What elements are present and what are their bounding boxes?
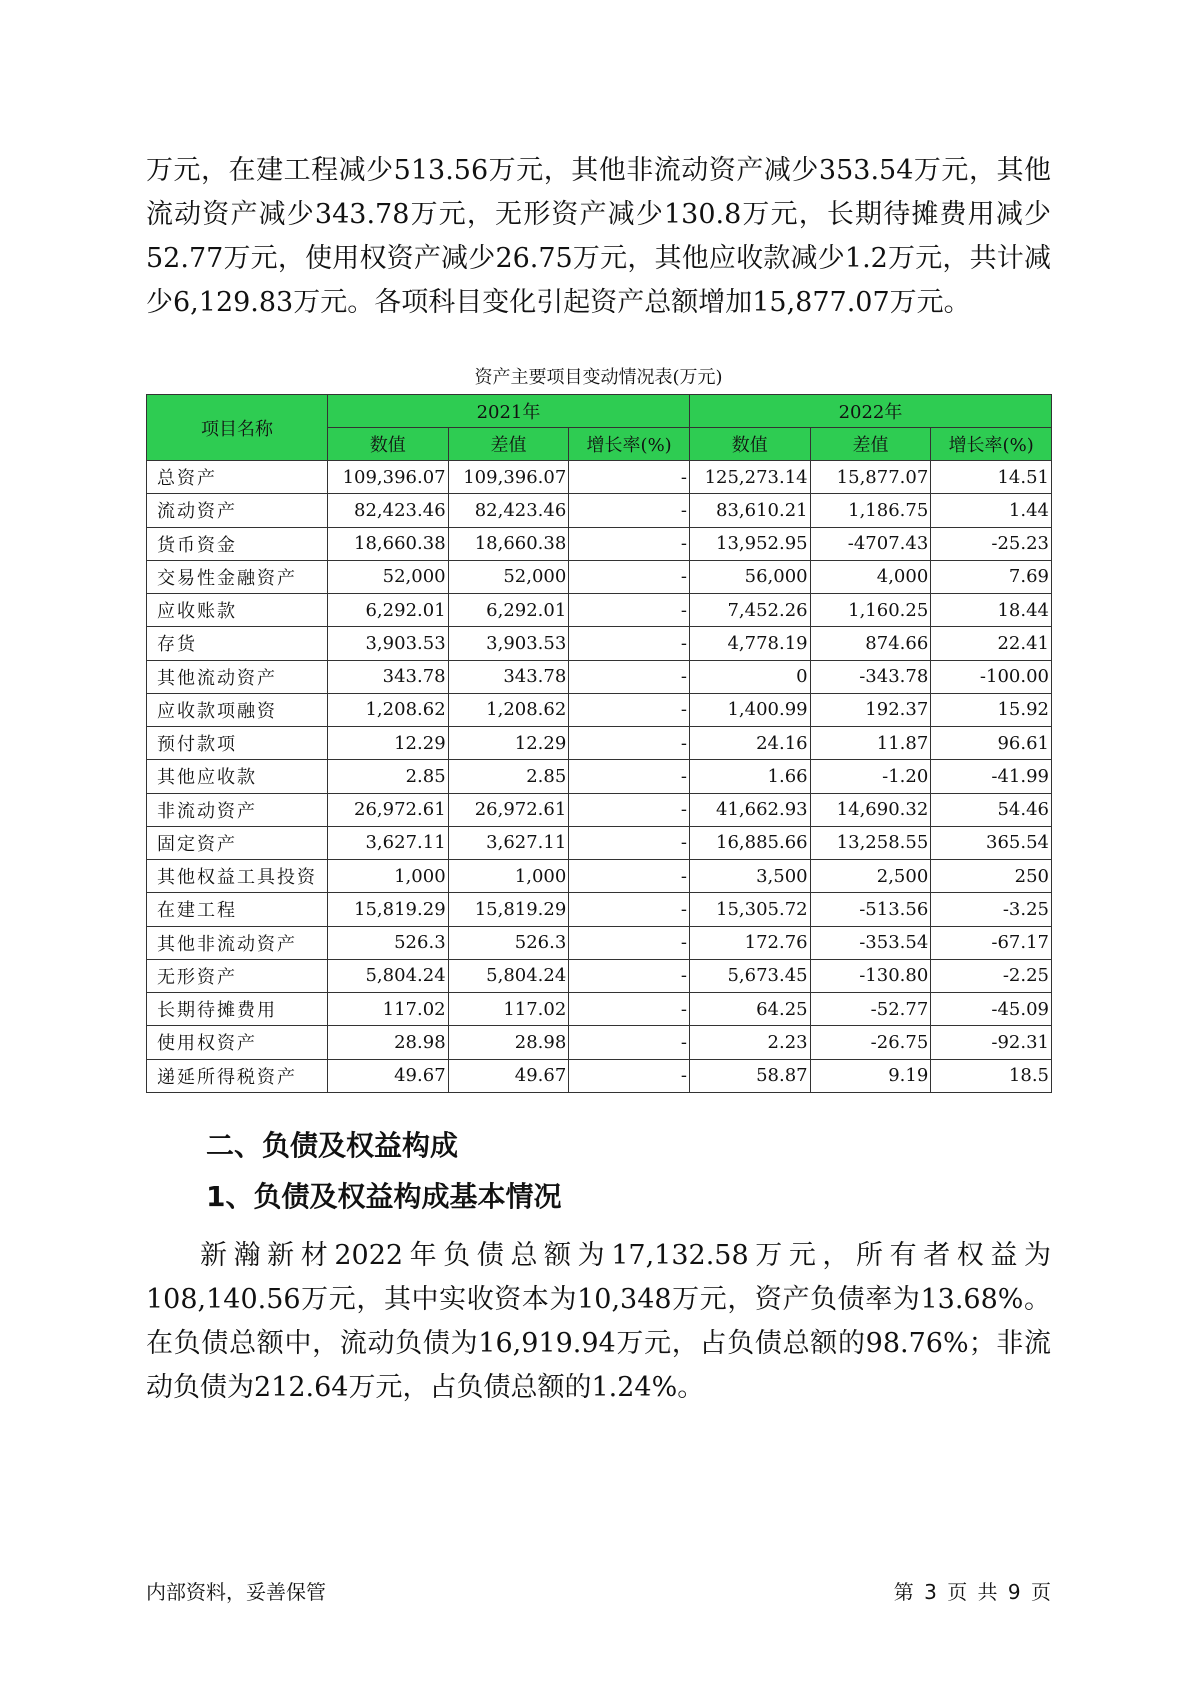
cell-row-name: 总资产 <box>147 461 328 494</box>
cell-row-name: 长期待摊费用 <box>147 993 328 1026</box>
cell-value-2022: 58.87 <box>689 1059 810 1093</box>
table-row <box>147 893 1052 926</box>
cell-diff-2022: 4,000 <box>810 560 931 593</box>
header-year-2021: 2021年 <box>327 395 689 428</box>
liabilities-paragraph: 新瀚新材2022年负债总额为17,132.58万元，所有者权益为108,140.56万元，其中实收资本为10,348万元，资产负债率为13.68%。在负债总额中，流动负债为16,919.94万元，占负债总额的98.76%；非流动负债为212.64万元，占负债总额的1.24%。 <box>146 1240 1051 1403</box>
cell-value-2021: 3,627.11 <box>327 826 448 859</box>
cell-value-2021: 26,972.61 <box>327 793 448 826</box>
cell-growth-2021: - <box>569 494 690 527</box>
cell-value-2022: 3,500 <box>689 860 810 893</box>
cell-value-2022: 7,452.26 <box>689 594 810 627</box>
table-row <box>147 527 1052 560</box>
cell-value-2022: 5,673.45 <box>689 959 810 992</box>
cell-value-2022: 1.66 <box>689 760 810 793</box>
cell-growth-2021: - <box>569 760 690 793</box>
cell-growth-2022: 250 <box>931 860 1052 893</box>
cell-diff-2021: 109,396.07 <box>448 461 569 494</box>
cell-value-2021: 82,423.46 <box>327 494 448 527</box>
cell-value-2021: 117.02 <box>327 993 448 1026</box>
cell-value-2022: 13,952.95 <box>689 527 810 560</box>
cell-row-name: 无形资产 <box>147 959 328 992</box>
cell-row-name: 流动资产 <box>147 494 328 527</box>
cell-value-2021: 5,804.24 <box>327 959 448 992</box>
cell-diff-2021: 6,292.01 <box>448 594 569 627</box>
cell-diff-2022: 15,877.07 <box>810 461 931 494</box>
cell-value-2022: 83,610.21 <box>689 494 810 527</box>
table-row <box>147 494 1052 527</box>
cell-row-name: 其他非流动资产 <box>147 926 328 959</box>
asset-change-table <box>146 394 1052 1093</box>
table-body <box>147 461 1052 1093</box>
cell-diff-2022: 1,160.25 <box>810 594 931 627</box>
cell-diff-2021: 18,660.38 <box>448 527 569 560</box>
intro-paragraph: 万元，在建工程减少513.56万元，其他非流动资产减少353.54万元，其他流动资产减少343.78万元，无形资产减少130.8万元，长期待摊费用减少52.77万元，使用权资产减少26.75万元，其他应收款减少1.2万元，共计减少6,129.83万元。各项科目变化引起资产总额增加15,877.07万元。 <box>146 155 1051 318</box>
cell-growth-2021: - <box>569 693 690 726</box>
cell-diff-2021: 526.3 <box>448 926 569 959</box>
cell-row-name: 固定资产 <box>147 826 328 859</box>
cell-row-name: 应收款项融资 <box>147 693 328 726</box>
cell-growth-2021: - <box>569 926 690 959</box>
cell-growth-2022: -100.00 <box>931 660 1052 693</box>
cell-growth-2022: -67.17 <box>931 926 1052 959</box>
cell-growth-2022: -45.09 <box>931 993 1052 1026</box>
table-row <box>147 727 1052 760</box>
cell-growth-2021: - <box>569 627 690 660</box>
cell-diff-2022: 2,500 <box>810 860 931 893</box>
cell-diff-2022: 192.37 <box>810 693 931 726</box>
cell-diff-2021: 1,208.62 <box>448 693 569 726</box>
cell-value-2021: 3,903.53 <box>327 627 448 660</box>
table-row <box>147 560 1052 593</box>
cell-growth-2022: 54.46 <box>931 793 1052 826</box>
cell-value-2022: 41,662.93 <box>689 793 810 826</box>
cell-diff-2022: -353.54 <box>810 926 931 959</box>
subsection-heading-basic-situation: 1、负债及权益构成基本情况 <box>206 1180 562 1213</box>
cell-diff-2022: -343.78 <box>810 660 931 693</box>
cell-diff-2021: 15,819.29 <box>448 893 569 926</box>
footer-page-number: 第 3 页 共 9 页 <box>893 1580 1051 1604</box>
cell-diff-2021: 1,000 <box>448 860 569 893</box>
cell-growth-2021: - <box>569 560 690 593</box>
cell-diff-2021: 2.85 <box>448 760 569 793</box>
cell-value-2021: 15,819.29 <box>327 893 448 926</box>
table-row <box>147 1026 1052 1059</box>
cell-diff-2022: -130.80 <box>810 959 931 992</box>
cell-growth-2022: 18.5 <box>931 1059 1052 1093</box>
cell-growth-2022: -92.31 <box>931 1026 1052 1059</box>
cell-diff-2022: -513.56 <box>810 893 931 926</box>
table-row <box>147 461 1052 494</box>
cell-diff-2022: 11.87 <box>810 727 931 760</box>
cell-value-2021: 1,208.62 <box>327 693 448 726</box>
cell-growth-2021: - <box>569 1026 690 1059</box>
cell-growth-2022: 15.92 <box>931 693 1052 726</box>
cell-value-2021: 49.67 <box>327 1059 448 1093</box>
section-heading-liabilities-equity: 二、负债及权益构成 <box>206 1129 459 1162</box>
cell-value-2022: 125,273.14 <box>689 461 810 494</box>
cell-diff-2021: 26,972.61 <box>448 793 569 826</box>
cell-diff-2022: -52.77 <box>810 993 931 1026</box>
cell-diff-2021: 49.67 <box>448 1059 569 1093</box>
cell-growth-2022: -41.99 <box>931 760 1052 793</box>
table-row <box>147 959 1052 992</box>
cell-growth-2022: 18.44 <box>931 594 1052 627</box>
cell-value-2021: 28.98 <box>327 1026 448 1059</box>
header-value-2021: 数值 <box>327 428 448 461</box>
table-row <box>147 693 1052 726</box>
cell-diff-2021: 82,423.46 <box>448 494 569 527</box>
cell-diff-2021: 5,804.24 <box>448 959 569 992</box>
cell-growth-2022: 7.69 <box>931 560 1052 593</box>
cell-growth-2022: 1.44 <box>931 494 1052 527</box>
cell-value-2021: 2.85 <box>327 760 448 793</box>
cell-value-2021: 109,396.07 <box>327 461 448 494</box>
cell-growth-2021: - <box>569 893 690 926</box>
cell-row-name: 非流动资产 <box>147 793 328 826</box>
table-row <box>147 793 1052 826</box>
cell-diff-2021: 117.02 <box>448 993 569 1026</box>
cell-value-2021: 343.78 <box>327 660 448 693</box>
cell-value-2022: 56,000 <box>689 560 810 593</box>
cell-growth-2022: 14.51 <box>931 461 1052 494</box>
cell-row-name: 存货 <box>147 627 328 660</box>
cell-row-name: 预付款项 <box>147 727 328 760</box>
table-row <box>147 594 1052 627</box>
cell-growth-2022: 96.61 <box>931 727 1052 760</box>
cell-value-2022: 16,885.66 <box>689 826 810 859</box>
cell-growth-2021: - <box>569 461 690 494</box>
cell-row-name: 货币资金 <box>147 527 328 560</box>
header-growth-2021: 增长率(%) <box>569 428 690 461</box>
cell-diff-2022: -1.20 <box>810 760 931 793</box>
cell-diff-2022: 874.66 <box>810 627 931 660</box>
cell-row-name: 使用权资产 <box>147 1026 328 1059</box>
cell-growth-2022: -2.25 <box>931 959 1052 992</box>
cell-value-2021: 12.29 <box>327 727 448 760</box>
cell-growth-2022: 365.54 <box>931 826 1052 859</box>
header-diff-2022: 差值 <box>810 428 931 461</box>
cell-row-name: 递延所得税资产 <box>147 1059 328 1093</box>
cell-diff-2022: 9.19 <box>810 1059 931 1093</box>
table-row <box>147 627 1052 660</box>
cell-growth-2021: - <box>569 727 690 760</box>
table-row <box>147 826 1052 859</box>
cell-value-2022: 2.23 <box>689 1026 810 1059</box>
cell-value-2022: 0 <box>689 660 810 693</box>
cell-value-2022: 172.76 <box>689 926 810 959</box>
header-value-2022: 数值 <box>689 428 810 461</box>
cell-row-name: 在建工程 <box>147 893 328 926</box>
cell-diff-2021: 3,627.11 <box>448 826 569 859</box>
cell-diff-2021: 52,000 <box>448 560 569 593</box>
table-row <box>147 760 1052 793</box>
cell-diff-2021: 3,903.53 <box>448 627 569 660</box>
cell-growth-2021: - <box>569 594 690 627</box>
cell-growth-2021: - <box>569 959 690 992</box>
cell-value-2022: 64.25 <box>689 993 810 1026</box>
cell-diff-2022: 13,258.55 <box>810 826 931 859</box>
cell-row-name: 应收账款 <box>147 594 328 627</box>
cell-diff-2021: 343.78 <box>448 660 569 693</box>
cell-growth-2021: - <box>569 826 690 859</box>
cell-value-2022: 24.16 <box>689 727 810 760</box>
cell-growth-2022: -3.25 <box>931 893 1052 926</box>
cell-diff-2022: 1,186.75 <box>810 494 931 527</box>
header-item-name: 项目名称 <box>147 395 328 461</box>
table-caption: 资产主要项目变动情况表(万元) <box>474 367 723 388</box>
cell-growth-2021: - <box>569 660 690 693</box>
cell-diff-2022: -4707.43 <box>810 527 931 560</box>
header-year-2022: 2022年 <box>689 395 1051 428</box>
cell-growth-2021: - <box>569 527 690 560</box>
cell-value-2021: 18,660.38 <box>327 527 448 560</box>
cell-growth-2022: 22.41 <box>931 627 1052 660</box>
cell-row-name: 其他权益工具投资 <box>147 860 328 893</box>
cell-growth-2022: -25.23 <box>931 527 1052 560</box>
cell-value-2021: 52,000 <box>327 560 448 593</box>
table-row <box>147 860 1052 893</box>
cell-growth-2021: - <box>569 993 690 1026</box>
cell-value-2022: 15,305.72 <box>689 893 810 926</box>
cell-value-2021: 6,292.01 <box>327 594 448 627</box>
footer-confidential-note: 内部资料，妥善保管 <box>146 1580 326 1604</box>
cell-diff-2022: -26.75 <box>810 1026 931 1059</box>
cell-row-name: 其他应收款 <box>147 760 328 793</box>
cell-growth-2021: - <box>569 860 690 893</box>
table-row <box>147 926 1052 959</box>
cell-value-2021: 1,000 <box>327 860 448 893</box>
cell-row-name: 其他流动资产 <box>147 660 328 693</box>
table-row <box>147 993 1052 1026</box>
cell-growth-2021: - <box>569 793 690 826</box>
header-growth-2022: 增长率(%) <box>931 428 1052 461</box>
cell-value-2022: 4,778.19 <box>689 627 810 660</box>
cell-growth-2021: - <box>569 1059 690 1093</box>
cell-diff-2021: 28.98 <box>448 1026 569 1059</box>
cell-value-2021: 526.3 <box>327 926 448 959</box>
cell-diff-2022: 14,690.32 <box>810 793 931 826</box>
cell-value-2022: 1,400.99 <box>689 693 810 726</box>
table-row <box>147 660 1052 693</box>
header-diff-2021: 差值 <box>448 428 569 461</box>
cell-row-name: 交易性金融资产 <box>147 560 328 593</box>
table-row <box>147 1059 1052 1093</box>
cell-diff-2021: 12.29 <box>448 727 569 760</box>
